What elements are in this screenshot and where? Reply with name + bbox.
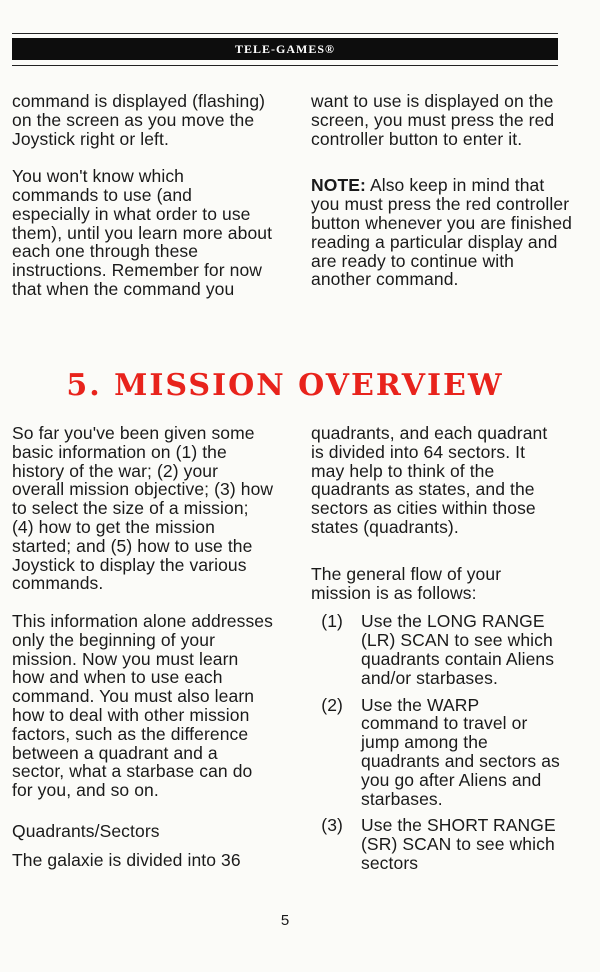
step-number: (1) [321,611,343,632]
paragraph: So far you've been given some basic information on (1) the history of the war; (2) your overall mission objective; (3) how to select the size of a mission; (4) how to get the mission started; and (5) how to use the Joystick to display the various commands. [12,423,274,594]
step-text: Use the LONG RANGE (LR) SCAN to see which quadrants contain Aliens and/or starbases. [361,611,555,688]
step-number: (3) [321,815,343,836]
list-item [311,816,561,872]
paragraph: want to use is displayed on the screen, you must press the red controller button to enter it. [311,91,555,149]
header-title: TELE-GAMES® [235,41,335,56]
top-left-column [12,92,274,318]
list-item [311,612,561,687]
paragraph: quadrants, and each quadrant is divided into 64 sectors. It may help to think of the quadrants as states, and the sectors as cities within those states (quadrants). [311,423,548,537]
top-right-column [311,92,573,308]
header-banner [12,38,558,60]
paragraph: The galaxie is divided into 36 [12,849,241,870]
header-rule-top [12,33,558,34]
mission-steps-list [311,612,561,872]
note-text: Also keep in mind that you must press the red controller button whenever you are finished reading a particular display and are ready to continue with another command. [311,175,573,290]
step-text: Use the SHORT RANGE (SR) SCAN to see which sectors [361,815,556,873]
bottom-left-column [12,424,274,888]
header-rule-bottom [12,65,558,66]
list-item [311,696,561,809]
paragraph: The general flow of your mission is as follows: [311,563,502,603]
subheading: Quadrants/Sectors [12,820,160,841]
bottom-right-column [311,424,561,881]
note-paragraph [311,176,573,289]
paragraph: This information alone addresses only the beginning of your mission. Now you must learn how and when to use each command. You must also learn how to deal with other mission factors, such as the difference between a quadrant and a sector, what a starbase can do for you, and so on. [12,610,273,801]
step-text: Use the WARP command to travel or jump among the quadrants and sectors as you go after Aliens and starbases. [361,694,560,809]
step-number: (2) [321,694,343,715]
page-number: 5 [280,912,290,929]
section-title: 5. MISSION OVERVIEW [66,368,504,403]
paragraph: command is displayed (flashing) on the screen as you move the Joystick right or left. [12,91,266,149]
paragraph: You won't know which commands to use (and especially in what order to use them), until you learn more about each one through these instructions. Remember for now that when the command you [12,166,273,299]
note-label: NOTE: [311,175,366,196]
